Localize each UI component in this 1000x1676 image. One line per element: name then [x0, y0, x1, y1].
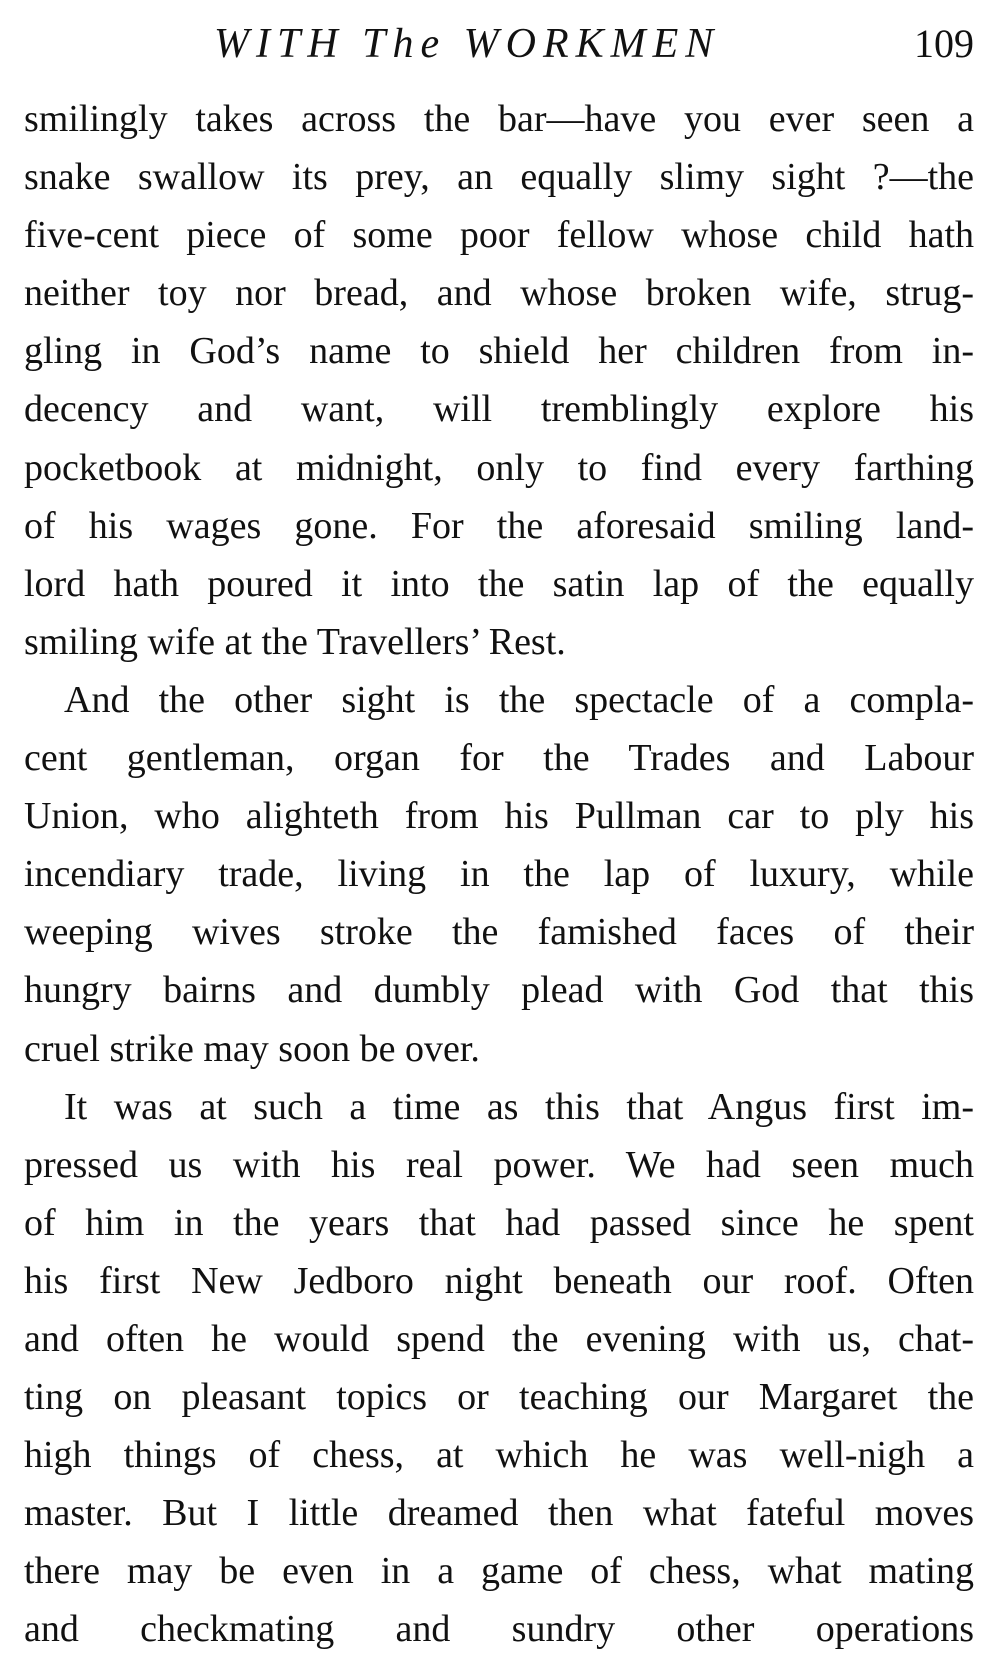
page-number: 109	[914, 21, 974, 66]
text-line: smilingly takes across the bar—have you ever seen a	[24, 98, 974, 140]
text-line: master. But I little dreamed then what fateful moves	[24, 1492, 974, 1535]
text-line: high things of chess, at which he was well-nigh a	[24, 1434, 974, 1477]
text-line: gling in God’s name to shield her children from in-	[24, 330, 974, 373]
text-line: Union, who alighteth from his Pullman car to ply his	[24, 795, 974, 838]
text-line: cent gentleman, organ for the Trades and Labour	[24, 737, 974, 780]
text-line: decency and want, will tremblingly explore his	[24, 388, 974, 431]
text-line: of him in the years that had passed since he spent	[24, 1201, 974, 1244]
text-line: and checkmating and sundry other operations	[24, 1608, 974, 1651]
text-line: there may be even in a game of chess, what mating	[24, 1550, 974, 1593]
running-head	[24, 14, 974, 74]
text-line: pressed us with his real power. We had seen much	[24, 1143, 974, 1186]
text-line: pocketbook at midnight, only to find every farthing	[24, 446, 974, 489]
text-line: his first New Jedboro night beneath our roof. Often	[24, 1259, 974, 1302]
text-line: hungry bairns and dumbly plead with God that this	[24, 969, 974, 1012]
paragraph-first-line: And the other sight is the spectacle of a compla-	[64, 678, 974, 721]
text-line: ting on pleasant topics or teaching our Margaret the	[24, 1376, 974, 1419]
text-line: neither toy nor bread, and whose broken wife, strug-	[24, 272, 974, 315]
text-line: weeping wives stroke the famished faces of their	[24, 911, 974, 954]
paragraph-last-line: smiling wife at the Travellers’ Rest.	[24, 620, 566, 663]
paragraph-last-line: cruel strike may soon be over.	[24, 1027, 480, 1070]
text-line: snake swallow its prey, an equally slimy sight ?—the	[24, 156, 974, 199]
running-title: WITH The WORKMEN	[214, 21, 721, 67]
text-line: of his wages gone. For the aforesaid smiling land-	[24, 504, 974, 547]
paragraph-first-line: It was at such a time as this that Angus first im-	[64, 1085, 974, 1128]
text-line: lord hath poured it into the satin lap of the equally	[24, 562, 974, 605]
text-line: and often he would spend the evening with us, chat-	[24, 1317, 974, 1360]
body-text	[24, 90, 974, 1659]
text-line: incendiary trade, living in the lap of luxury, while	[24, 853, 974, 896]
text-line: five-cent piece of some poor fellow whose child hath	[24, 214, 974, 257]
